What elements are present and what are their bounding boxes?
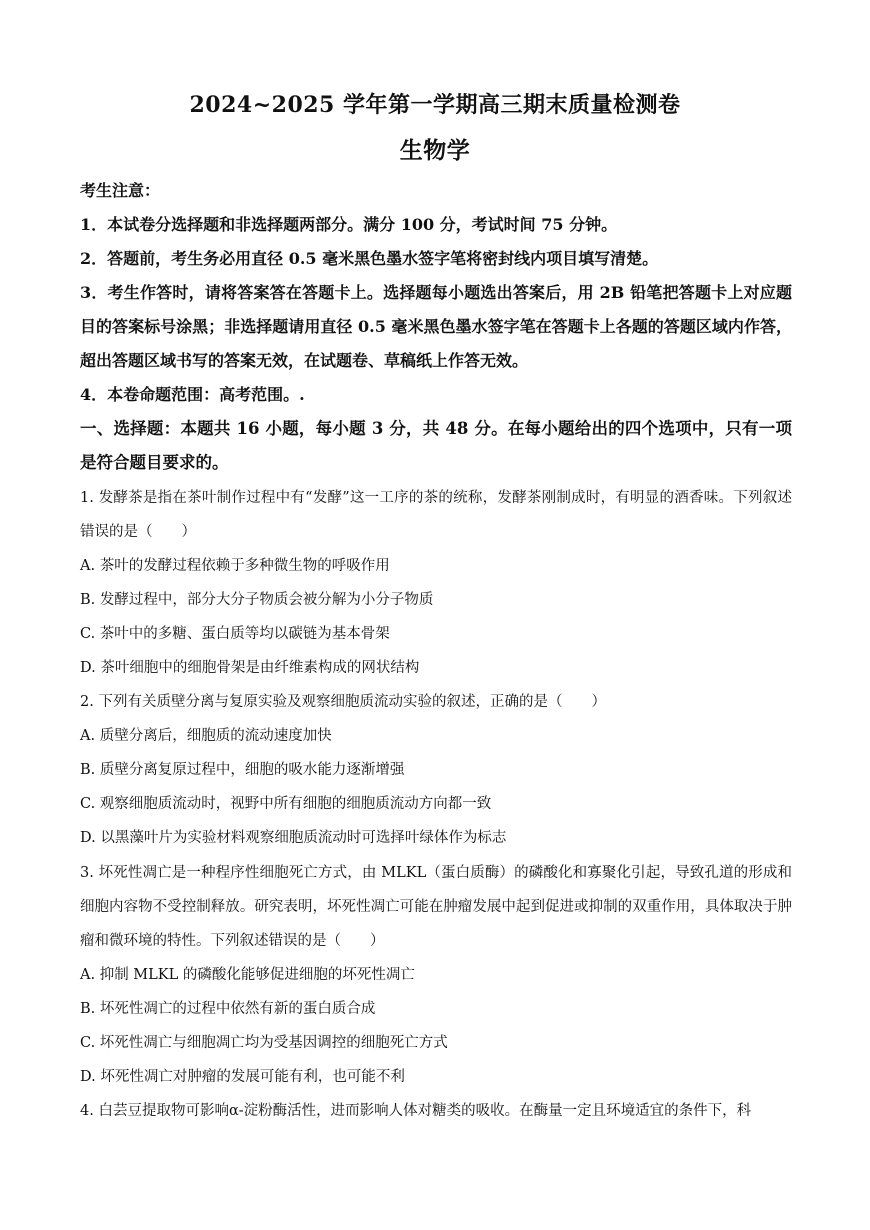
- section-heading: 一、选择题：本题共 16 小题，每小题 3 分，共 48 分。在每小题给出的四个选项中，只有一项是符合题目要求的。: [80, 419, 792, 472]
- notice-heading: 考生注意：: [80, 181, 161, 200]
- option-c: C. 观察细胞质流动时，视野中所有细胞的细胞质流动方向都一致: [80, 796, 492, 812]
- notice-block: [80, 174, 792, 412]
- question-4: [80, 1094, 792, 1128]
- question-stem: 3. 坏死性凋亡是一种程序性细胞死亡方式，由 MLKL（蛋白质酶）的磷酸化和寡聚化引起，导致孔道的形成和细胞内容物不受控制释放。研究表明，坏死性凋亡可能在肿瘤发展中起到促进或抑制的双重作用，具体取决于肿瘤和微环境的特性。下列叙述错误的是（ ）: [80, 865, 792, 949]
- question-stem: 1. 发酵茶是指在茶叶制作过程中有“发酵”这一工序的茶的统称，发酵茶刚制成时，有明显的酒香味。下列叙述错误的是（ ）: [80, 490, 792, 540]
- option-d: D. 茶叶细胞中的细胞骨架是由纤维素构成的网状结构: [80, 660, 420, 676]
- notice-item-2: 2．答题前，考生务必用直径 0.5 毫米黑色墨水签字笔将密封线内项目填写清楚。: [80, 249, 659, 268]
- option-d: D. 以黑藻叶片为实验材料观察细胞质流动时可选择叶绿体作为标志: [80, 830, 507, 846]
- option-b: B. 质壁分离复原过程中，细胞的吸水能力逐渐增强: [80, 762, 405, 778]
- exam-title: 2024~2025 学年第一学期高三期末质量检测卷: [189, 92, 681, 118]
- notice-item-1: 1．本试卷分选择题和非选择题两部分。满分 100 分，考试时间 75 分钟。: [80, 215, 618, 234]
- question-stem: 4. 白芸豆提取物可影响α-淀粉酶活性，进而影响人体对糖类的吸收。在酶量一定且环境适宜的条件下，科: [80, 1103, 752, 1119]
- question-3: [80, 856, 792, 1094]
- question-2: [80, 685, 792, 855]
- option-a: A. 质壁分离后，细胞质的流动速度加快: [80, 728, 332, 744]
- option-b: B. 坏死性凋亡的过程中依然有新的蛋白质合成: [80, 1001, 376, 1017]
- question-stem: 2. 下列有关质壁分离与复原实验及观察细胞质流动实验的叙述，正确的是（ ）: [80, 694, 606, 710]
- option-b: B. 发酵过程中，部分大分子物质会被分解为小分子物质: [80, 592, 434, 608]
- option-c: C. 茶叶中的多糖、蛋白质等均以碳链为基本骨架: [80, 626, 390, 642]
- notice-item-3: 3．考生作答时，请将答案答在答题卡上。选择题每小题选出答案后，用 2B 铅笔把答题卡上对应题目的答案标号涂黑；非选择题请用直径 0.5 毫米黑色墨水签字笔在答题卡上各题的答题区域内作答，超出答题区域书写的答案无效，在试题卷、草稿纸上作答无效。: [80, 283, 792, 370]
- option-a: A. 茶叶的发酵过程依赖于多种微生物的呼吸作用: [80, 558, 390, 574]
- exam-subject: 生物学: [399, 137, 471, 164]
- option-c: C. 坏死性凋亡与细胞凋亡均为受基因调控的细胞死亡方式: [80, 1035, 448, 1051]
- option-a: A. 抑制 MLKL 的磷酸化能够促进细胞的坏死性凋亡: [80, 967, 415, 983]
- notice-item-4: 4．本卷命题范围：高考范围。.: [80, 385, 305, 404]
- question-1: [80, 481, 792, 685]
- option-d: D. 坏死性凋亡对肿瘤的发展可能有利，也可能不利: [80, 1069, 405, 1085]
